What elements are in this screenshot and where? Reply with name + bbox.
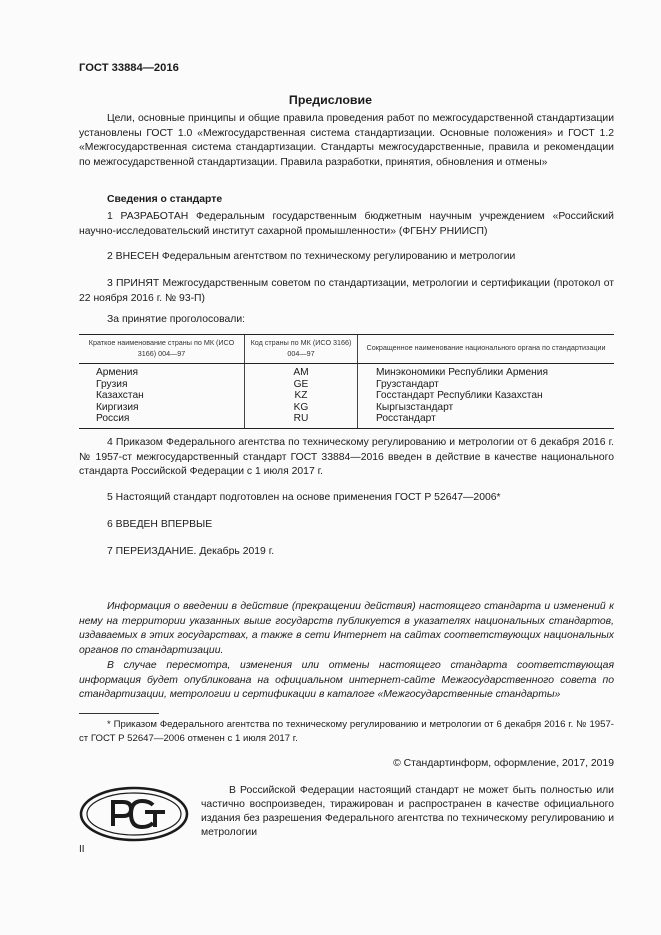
table-row [79, 364, 614, 379]
voting-table-header [79, 335, 614, 364]
item-reissue: 7 ПЕРЕИЗДАНИЕ. Декабрь 2019 г. [107, 546, 275, 557]
copyright-line: © Стандартинформ, оформление, 2017, 2019 [393, 758, 614, 769]
table-row [79, 379, 614, 391]
item-first-introduced: 6 ВВЕДЕН ВПЕРВЫЕ [107, 519, 213, 530]
standards-body: Минэкономики Республики Армения [358, 364, 615, 379]
country-code: KZ [245, 390, 358, 402]
voting-table [79, 334, 614, 429]
item-introduced: 2 ВНЕСЕН Федеральным агентством по техническому регулированию и метрологии [107, 251, 516, 262]
standards-body: Кыргызстандарт [358, 402, 615, 414]
header-country-code: Код страны по МК (ИСО 3166) 004—97 [245, 335, 358, 364]
copyright-notice: В Российской Федерации настоящий стандарт не может быть полностью или частично воспроизведен, тиражирован и распространен в качестве официального издания без разрешения Федерального агентства по техническому регулированию и метрологии [201, 785, 614, 838]
item-order: 4 Приказом Федерального агентства по техническому регулированию и метрологии от 6 декабря 2016 г. № 1957-ст межгосударственный стандарт ГОСТ 33884—2016 введен в действие в качестве национального стандарта Российской Федерации с 1 июля 2017 г. [79, 437, 614, 478]
item-developed: 1 РАЗРАБОТАН Федеральным государственным бюджетным научным учреждением «Российский научно-исследовательский институт сахарной промышленности» (ФГБНУ РНИИСП) [79, 211, 614, 237]
standards-body: Госстандарт Республики Казахстан [358, 390, 615, 402]
country-code: KG [245, 402, 358, 414]
country-name: Казахстан [96, 390, 144, 402]
country-name: Киргизия [96, 401, 139, 413]
info-paragraph-2: В случае пересмотра, изменения или отмены настоящего стандарта соответствующая информация будет опубликована на официальном интернет-сайте Межгосударственного совета по стандартизации, метрологии и сертификации в каталоге «Межгосударственные стандарты» [79, 660, 614, 701]
header-country-name: Краткое наименование страны по МК (ИСО 3166) 004—97 [79, 335, 245, 364]
document-code-header: ГОСТ 33884—2016 [79, 62, 179, 74]
page-number: II [79, 844, 85, 855]
standard-info-heading: Сведения о стандарте [107, 194, 223, 205]
country-code: RU [245, 413, 358, 428]
header-standards-body: Сокращенное наименование национального органа по стандартизации [358, 335, 615, 364]
country-name: Армения [96, 367, 138, 378]
item-adopted: 3 ПРИНЯТ Межгосударственным советом по стандартизации, метрологии и сертификации (протокол от 22 ноября 2016 г. № 93-П) [79, 278, 614, 304]
table-row [79, 390, 614, 402]
table-row [79, 402, 614, 414]
country-code: AM [245, 364, 358, 379]
country-code: GE [245, 379, 358, 391]
country-name: Россия [79, 413, 245, 428]
footnote: * Приказом Федерального агентства по техническому регулированию и метрологии от 6 декабря 2016 г. № 1957-ст ГОСТ Р 52647—2006 отменен с 1 июля 2017 г. [79, 719, 614, 744]
section-title-foreword: Предисловие [288, 93, 373, 107]
intro-paragraph: Цели, основные принципы и общие правила проведения работ по межгосударственной стандартизации установлены ГОСТ 1.0 «Межгосударственная система стандартизации. Основные положения» и ГОСТ 1.2 «Межгосударственная система стандартизации. Стандарты межгосударственные, правила и рекомендации по межгосударственной стандартизации. Правила разработки, принятия, обновления и отмены» [79, 113, 614, 168]
item-basis: 5 Настоящий стандарт подготовлен на основе применения ГОСТ Р 52647—2006* [107, 492, 501, 503]
info-paragraph-1: Информация о введении в действие (прекращении действия) настоящего стандарта и изменений к нему на территории указанных выше государств публикуется в указателях национальных стандартов, издаваемых в этих государствах, а также в сети Интернет на сайтах соответствующих национальных органов по стандартизации. [79, 601, 614, 656]
standards-body: Грузстандарт [358, 379, 615, 391]
vote-intro: За принятие проголосовали: [107, 314, 246, 325]
standards-body: Росстандарт [358, 413, 615, 428]
footnote-separator [79, 713, 159, 714]
table-row [79, 413, 614, 428]
rst-certification-logo-icon [79, 786, 189, 842]
country-name: Грузия [96, 378, 128, 390]
